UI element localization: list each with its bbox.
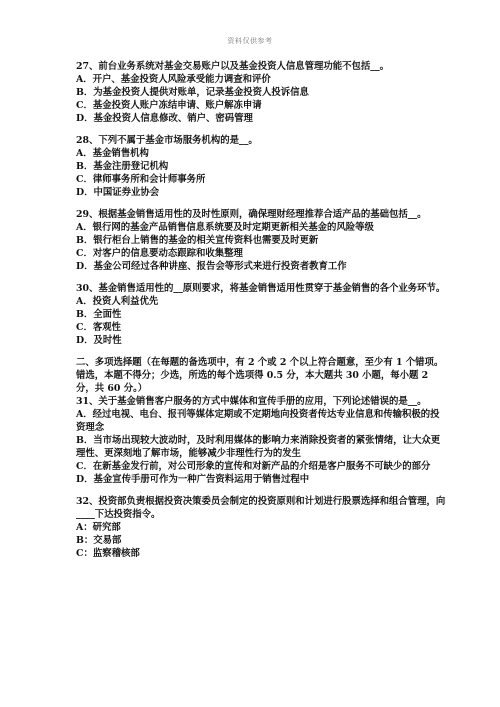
option-b: B．当市场出现较大波动时，及时利用媒体的影响力来消除投资者的紧张情绪，让大众更理性、更深刻地了解市场，能够减少非理性行为的发生: [76, 435, 441, 459]
question-31: [76, 395, 446, 486]
option-b: B．全面性: [76, 309, 122, 320]
option-c: C．律师事务所和会计师事务所: [76, 174, 206, 185]
question-stem: 27、前台业务系统对基金交易账户以及基金投资人信息管理功能不包括__。: [76, 61, 390, 72]
option-c: C．在新基金发行前，对公司形象的宣传和对新产品的介绍是客户服务不可缺少的部分: [76, 461, 431, 472]
question-stem: 30、基金销售适用性的__原则要求，将基金销售适用性贯穿于基金销售的各个业务环节。: [76, 283, 446, 294]
question-stem: 32、投资部负责根据投资决策委员会制定的投资原则和计划进行股票选择和组合管理，向____下达投资指令。: [76, 496, 446, 520]
option-a: A．基金销售机构: [76, 148, 149, 159]
option-d: D．基金宣传手册可作为一种广告资料运用于销售过程中: [76, 474, 310, 485]
question-stem: 29、根据基金销售适用性的及时性原则，确保理财经理推荐合适产品的基础包括__。: [76, 209, 427, 220]
header-note: 资料仅供参考: [227, 37, 273, 45]
question-stem: 31、关于基金销售客户服务的方式中媒体和宣传手册的应用，下列论述错误的是__。: [76, 396, 427, 407]
document-content: [76, 60, 446, 569]
option-c: C．客观性: [76, 322, 121, 333]
option-b: B．为基金投资人提供对账单，记录基金投资人投诉信息: [76, 87, 309, 98]
option-a: A：研究部: [76, 522, 121, 533]
option-d: D．基金公司经过各种讲座、报告会等形式来进行投资者教育工作: [76, 261, 347, 272]
option-d: D．基金投资人信息修改、销户、密码管理: [76, 113, 253, 124]
option-b: B：交易部: [76, 535, 122, 546]
option-a: A．银行网的基金产品销售信息系统要及时定期更新相关基金的风险等级: [76, 222, 374, 233]
option-a: A．开户、基金投资人风险承受能力调查和评价: [76, 74, 271, 85]
option-d: D．及时性: [76, 335, 122, 346]
option-a: A．经过电视、电台、报刊等媒体定期或不定期地向投资者传达专业信息和传输积极的投资理念: [76, 409, 440, 433]
question-32: [76, 495, 446, 560]
question-27: [76, 60, 446, 125]
option-b: B．基金注册登记机构: [76, 161, 169, 172]
question-30: [76, 282, 446, 347]
option-c: C．基金投资人账户冻结申请、账户解冻申请: [76, 100, 262, 111]
option-c: C：监察稽核部: [76, 548, 140, 559]
option-b: B．银行柜台上销售的基金的相关宣传资料也需要及时更新: [76, 235, 319, 246]
section-heading-multiple-choice: 二、多项选择题（在每题的备选项中，有 2 个或 2 个以上符合题意，至少有 1 个错项。错选，本题不得分；少选，所选的每个选项得 0.5 分，本大题共 30 小题，每小题 2 分，共 60 分。）: [76, 357, 444, 394]
question-28: [76, 134, 446, 199]
option-d: D．中国证券业协会: [76, 187, 160, 198]
question-29: [76, 208, 446, 273]
option-a: A．投资人利益优先: [76, 296, 159, 307]
question-stem: 28、下列不属于基金市场服务机构的是__。: [76, 135, 258, 146]
option-c: C．对客户的信息要动态跟踪和收集整理: [76, 248, 243, 259]
